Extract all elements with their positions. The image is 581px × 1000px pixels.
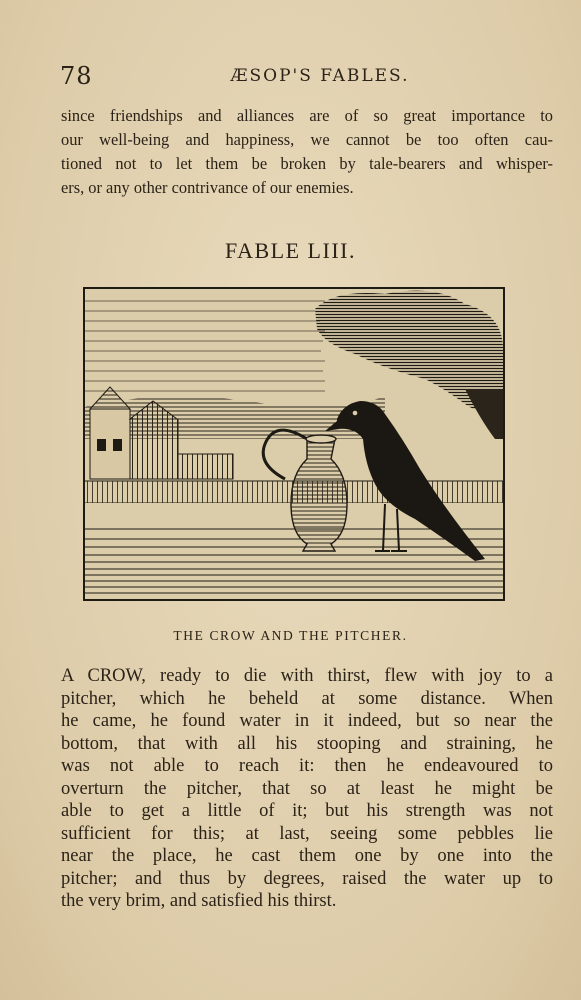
fable-line: overturn the pitcher, that so at least he might be: [61, 778, 553, 799]
fable-line: A CROW, ready to die with thirst, flew with joy to a: [61, 666, 553, 686]
intro-paragraph: [61, 104, 553, 200]
fable-line: bottom, that with all his stooping and straining, he: [61, 733, 553, 754]
illustration-caption: THE CROW AND THE PITCHER.: [173, 628, 408, 643]
page-number: 78: [60, 62, 93, 90]
intro-line: tioned not to let them be broken by tale-bearers and whisper-: [61, 154, 553, 173]
fable-line: near the place, he cast them one by one into the: [61, 846, 553, 866]
running-title: ÆSOP'S FABLES.: [230, 66, 410, 86]
fable-heading: FABLE LIII.: [225, 238, 356, 263]
woodcut-illustration: [83, 287, 505, 601]
intro-line: our well-being and happiness, we cannot be too often cau-: [61, 130, 553, 149]
intro-line: since friendships and alliances are of so great importance to: [61, 106, 553, 125]
fable-line: sufficient for this; at last, seeing some pebbles lie: [61, 823, 553, 844]
fable-text: [61, 665, 553, 913]
running-head: [60, 62, 550, 92]
fable-line: pitcher, which he beheld at some distance. When: [61, 688, 553, 709]
fable-line: he came, he found water in it indeed, but so near the: [61, 711, 553, 731]
fable-line: the very brim, and satisfied his thirst.: [61, 891, 337, 911]
fable-line: pitcher; and thus by degrees, raised the water up to: [61, 868, 553, 889]
crow-and-pitcher-engraving: [85, 289, 503, 599]
intro-line: ers, or any other contrivance of our enemies.: [61, 178, 354, 197]
fable-line: able to get a little of it; but his strength was not: [61, 801, 553, 821]
fable-line: was not able to reach it: then he endeavoured to: [61, 756, 553, 776]
